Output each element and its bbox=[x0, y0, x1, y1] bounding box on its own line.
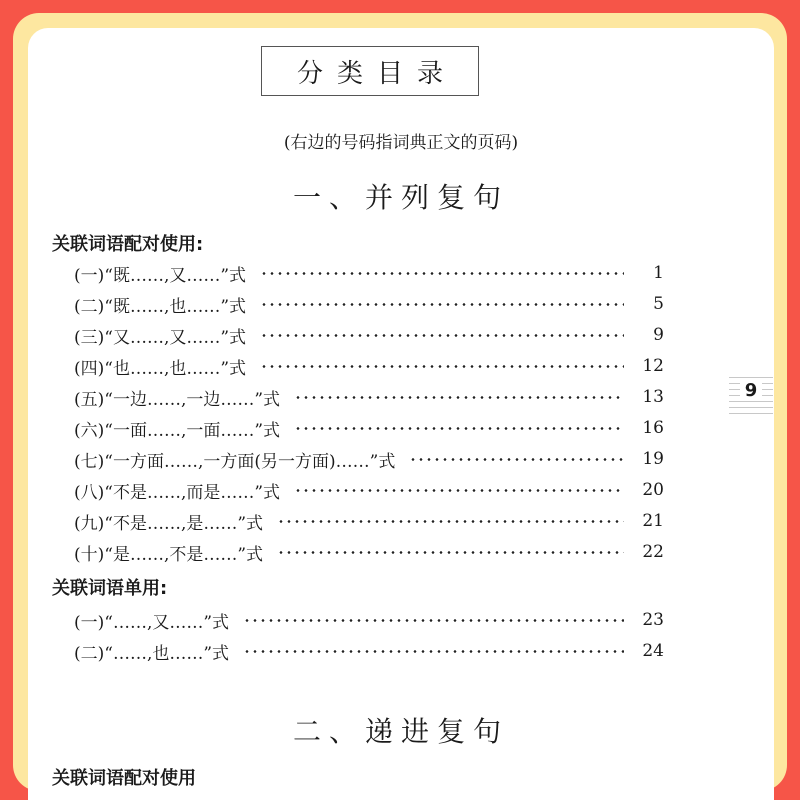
toc-row-label: (四)“也……,也……”式 bbox=[74, 358, 247, 379]
page-title: 分类目录 bbox=[261, 46, 479, 96]
dot-leader bbox=[260, 334, 624, 337]
toc-row[interactable] bbox=[74, 261, 664, 285]
toc-row[interactable] bbox=[74, 509, 664, 533]
dot-leader bbox=[294, 427, 624, 430]
toc-row-page: 23 bbox=[642, 610, 664, 630]
toc-row[interactable] bbox=[74, 416, 664, 440]
dot-leader bbox=[260, 272, 624, 275]
toc-row-label: (六)“一面……,一面……”式 bbox=[74, 420, 281, 441]
toc-row[interactable] bbox=[74, 292, 664, 316]
toc-row-page: 20 bbox=[642, 480, 664, 500]
toc-row-label: (七)“一方面……,一方面(另一方面)……”式 bbox=[74, 451, 396, 472]
dot-leader bbox=[243, 650, 624, 653]
group-label-paired: 关联词语配对使用: bbox=[52, 234, 204, 255]
toc-row-page: 22 bbox=[642, 542, 664, 562]
toc-row-label: (九)“不是……,是……”式 bbox=[74, 513, 264, 534]
toc-row-label: (三)“又……,又……”式 bbox=[74, 327, 247, 348]
dot-leader bbox=[294, 489, 624, 492]
toc-row[interactable] bbox=[74, 639, 664, 663]
dot-leader bbox=[260, 303, 624, 306]
toc-row-label: (一)“既……,又……”式 bbox=[74, 265, 247, 286]
page-tab bbox=[729, 372, 773, 416]
dot-leader bbox=[277, 520, 624, 523]
toc-row[interactable] bbox=[74, 540, 664, 564]
section-heading-1: 一、并列复句 bbox=[292, 181, 509, 214]
toc-row[interactable] bbox=[74, 385, 664, 409]
document-page bbox=[28, 28, 774, 800]
group-label-single: 关联词语单用: bbox=[52, 578, 168, 599]
dot-leader bbox=[294, 396, 624, 399]
toc-row-page: 9 bbox=[653, 325, 664, 345]
section-heading-2: 二、递进复句 bbox=[292, 715, 509, 748]
toc-row-page: 1 bbox=[653, 263, 664, 283]
toc-row[interactable] bbox=[74, 323, 664, 347]
toc-row[interactable] bbox=[74, 447, 664, 471]
toc-row-label: (十)“是……,不是……”式 bbox=[74, 544, 264, 565]
toc-row-page: 24 bbox=[642, 641, 664, 661]
toc-row[interactable] bbox=[74, 478, 664, 502]
toc-row-page: 5 bbox=[653, 294, 664, 314]
toc-row-page: 19 bbox=[642, 449, 664, 469]
toc-row-label: (二)“既……,也……”式 bbox=[74, 296, 247, 317]
toc-row-label: (二)“……,也……”式 bbox=[74, 643, 230, 664]
tab-page-number: 9 bbox=[740, 380, 762, 401]
group-label-paired-2: 关联词语配对使用 bbox=[52, 768, 196, 789]
dot-leader bbox=[277, 551, 624, 554]
dot-leader bbox=[260, 365, 624, 368]
toc-row-page: 16 bbox=[642, 418, 664, 438]
toc-row-page: 21 bbox=[642, 511, 664, 531]
toc-row-label: (八)“不是……,而是……”式 bbox=[74, 482, 281, 503]
toc-row-label: (一)“……,又……”式 bbox=[74, 612, 230, 633]
dot-leader bbox=[243, 619, 624, 622]
toc-row-page: 12 bbox=[642, 356, 664, 376]
toc-row-label: (五)“一边……,一边……”式 bbox=[74, 389, 281, 410]
toc-row[interactable] bbox=[74, 354, 664, 378]
toc-row-page: 13 bbox=[642, 387, 664, 407]
dot-leader bbox=[409, 458, 624, 461]
subtitle-note: (右边的号码指词典正文的页码) bbox=[283, 133, 519, 153]
toc-row[interactable] bbox=[74, 608, 664, 632]
